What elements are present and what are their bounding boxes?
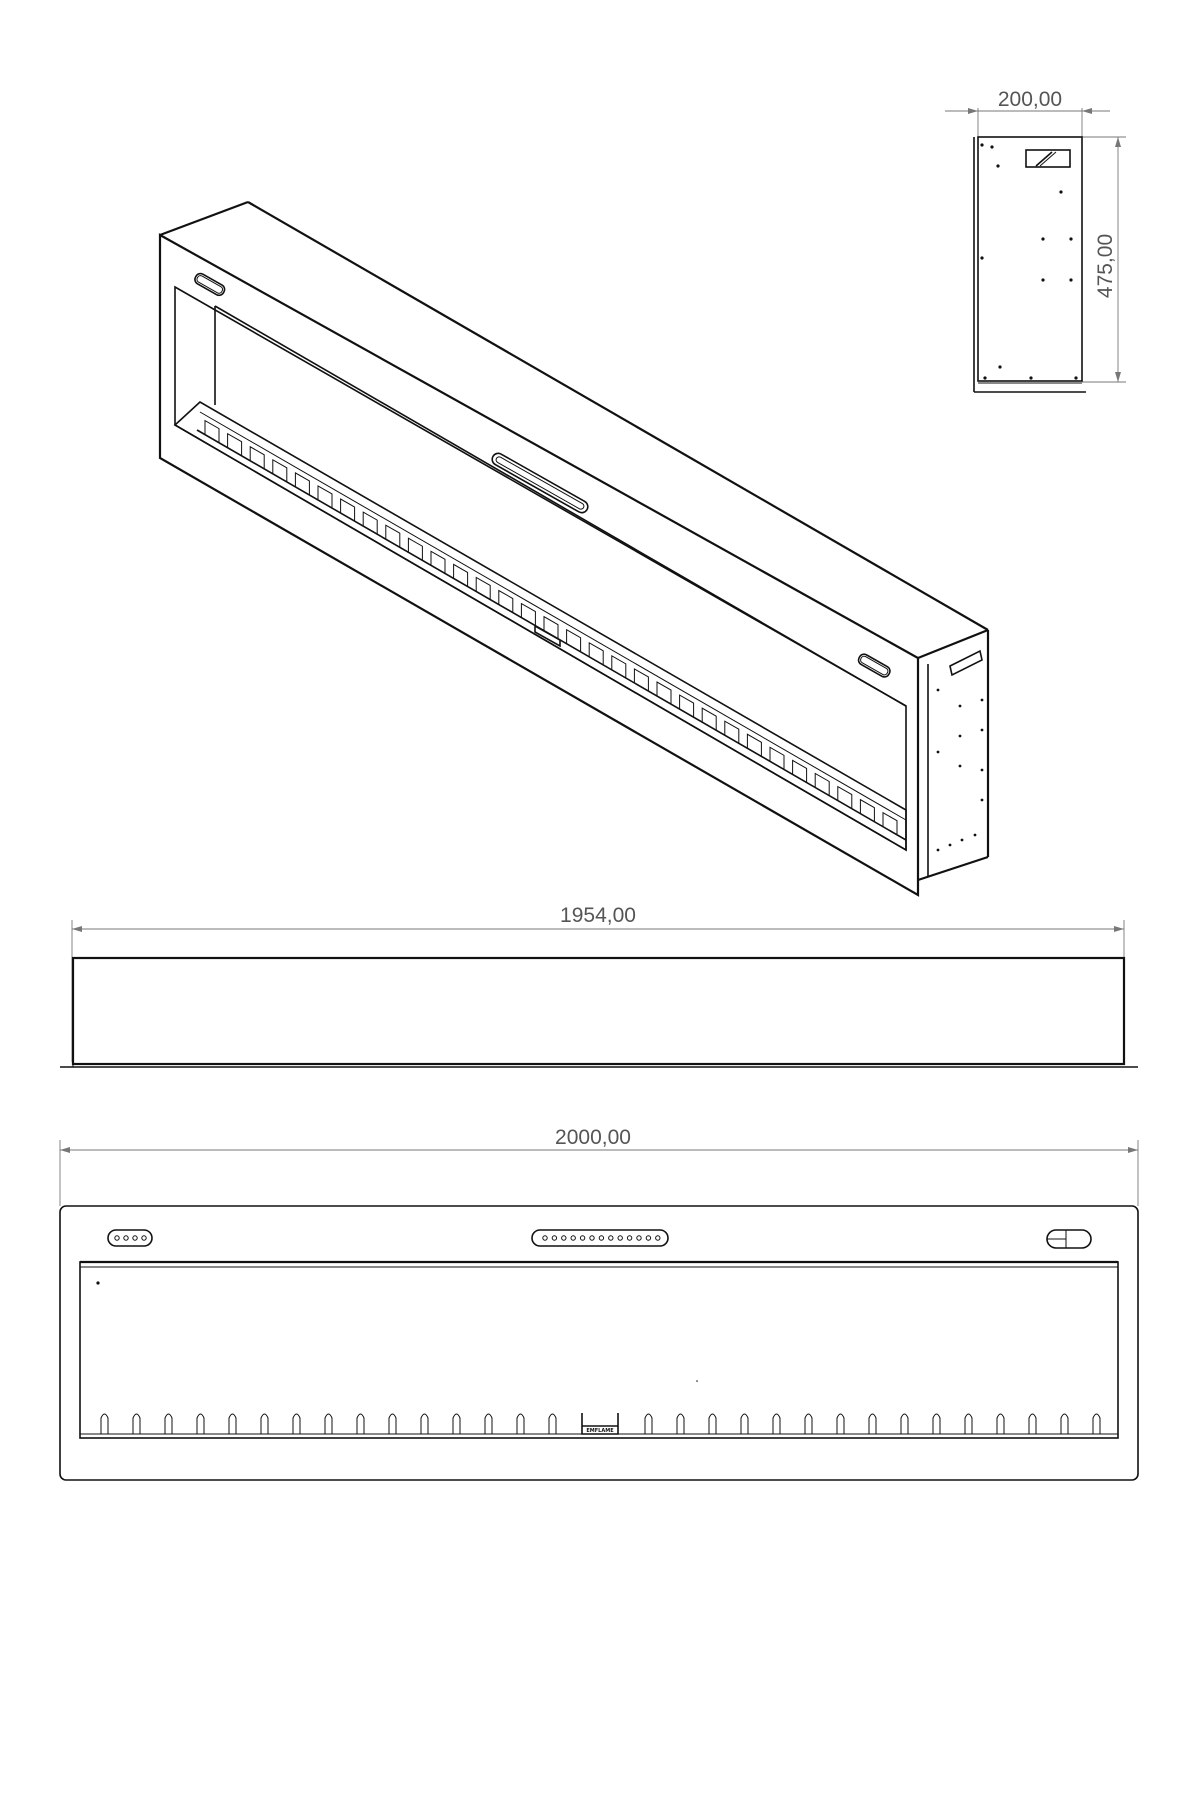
front-fin [677,1414,684,1434]
slot-hole [637,1236,641,1240]
front-view [60,1126,1138,1480]
front-fin [293,1414,300,1434]
slot-hole [124,1236,128,1240]
slot-hole [543,1236,547,1240]
slot-hole [142,1236,146,1240]
left-slot-dots [115,1236,146,1240]
front-fin [389,1414,396,1434]
front-fin [453,1414,460,1434]
slot-hole [599,1236,603,1240]
front-fin [261,1414,268,1434]
side-view [945,88,1126,392]
front-length-label: 2000,00 [555,1126,631,1149]
slot-hole [133,1236,137,1240]
front-fin [165,1414,172,1434]
front-fin [965,1414,972,1434]
slot-hole [618,1236,622,1240]
front-fin [837,1414,844,1434]
slot-hole [646,1236,650,1240]
front-fin [485,1414,492,1434]
front-fin [549,1414,556,1434]
side-width-label: 200,00 [997,88,1063,111]
front-fin [421,1414,428,1434]
slot-hole [562,1236,566,1240]
front-fin [1093,1414,1100,1434]
front-fin [997,1414,1004,1434]
front-logo-label: EMFLAME [586,1428,614,1434]
side-height-label: 475,00 [1094,233,1117,299]
front-fin [1061,1414,1068,1434]
front-fin [357,1414,364,1434]
top-view [60,904,1138,1067]
front-fin [1029,1414,1036,1434]
front-fin [741,1414,748,1434]
front-fin [197,1414,204,1434]
slot-hole [627,1236,631,1240]
slot-hole [590,1236,594,1240]
slot-hole [552,1236,556,1240]
front-fin [773,1414,780,1434]
slot-hole [115,1236,119,1240]
front-fin [325,1414,332,1434]
slot-hole [656,1236,660,1240]
slot-hole [609,1236,613,1240]
front-fin [645,1414,652,1434]
front-fin [101,1414,108,1434]
front-fin [805,1414,812,1434]
front-fin [709,1414,716,1434]
top-length-label: 1954,00 [560,904,636,927]
front-fin [933,1414,940,1434]
front-fin [229,1414,236,1434]
slot-hole [571,1236,575,1240]
isometric-view [160,202,988,895]
front-fin [901,1414,908,1434]
front-fin [517,1414,524,1434]
slot-hole [580,1236,584,1240]
centre-slot-dots [543,1236,660,1240]
front-fin [869,1414,876,1434]
front-fin [133,1414,140,1434]
